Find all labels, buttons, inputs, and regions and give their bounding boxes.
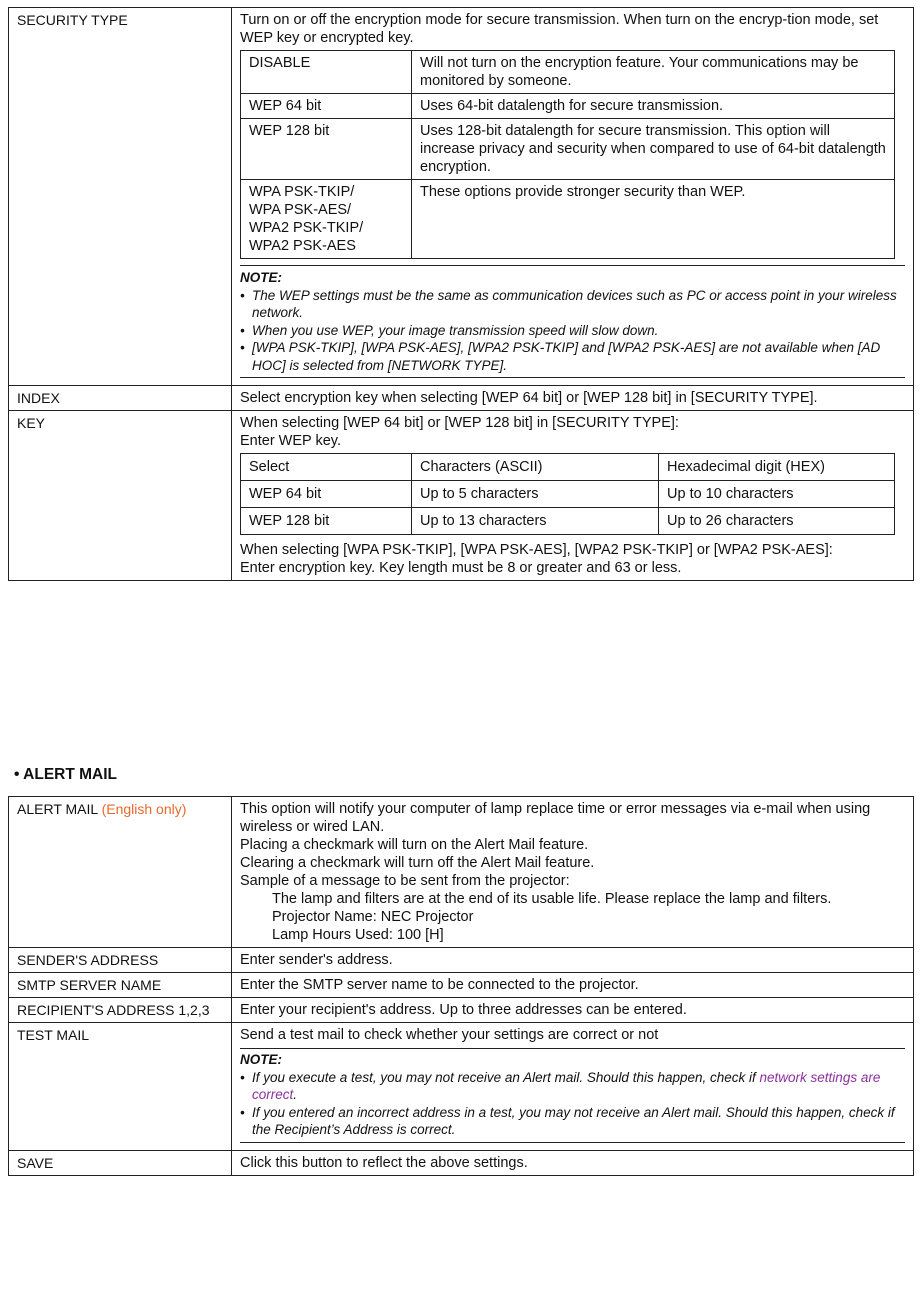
wireless-settings-table — [8, 7, 914, 581]
note-item: • When you use WEP, your image transmission speed will slow down. — [240, 322, 905, 340]
row-label: SENDER'S ADDRESS — [9, 948, 232, 973]
table-row — [9, 797, 914, 948]
description-line: Sample of a message to be sent from the projector: — [240, 873, 570, 889]
option-name — [241, 180, 412, 259]
column-header: Select — [241, 454, 412, 481]
note-item: • [WPA PSK-TKIP], [WPA PSK-AES], [WPA2 PSK-TKIP] and [WPA2 PSK-AES] are not available when [AD HOC] is selected from [NETWORK TYPE]. — [240, 339, 905, 374]
option-name: WEP 64 bit — [241, 94, 412, 119]
table-row — [241, 51, 895, 94]
description-line: Clearing a checkmark will turn off the Alert Mail feature. — [240, 855, 595, 871]
key-length-table — [240, 453, 895, 535]
note-item: • The WEP settings must be the same as communication devices such as PC or access point in your wireless network. — [240, 287, 905, 322]
table-row — [9, 948, 914, 973]
option-description: Uses 64-bit datalength for secure transmission. — [412, 94, 895, 119]
alert-mail-label: ALERT MAIL — [17, 801, 98, 817]
option-description: These options provide stronger security than WEP. — [412, 180, 895, 259]
table-cell: WEP 128 bit — [241, 508, 412, 535]
description-line: This option will notify your computer of lamp replace time or error messages via e-mail when using wireless or wired LAN. — [240, 801, 871, 835]
row-content — [232, 8, 914, 386]
option-name-line: WPA PSK-TKIP/ — [249, 184, 355, 200]
security-type-description: Turn on or off the encryption mode for secure transmission. When turn on the encryp-tion mode, set WEP key or encrypted key. — [240, 12, 879, 46]
row-content: Select encryption key when selecting [WEP 64 bit] or [WEP 128 bit] in [SECURITY TYPE]. — [232, 386, 914, 411]
row-content: Enter the SMTP server name to be connected to the projector. — [232, 973, 914, 998]
alert-mail-table — [8, 796, 914, 1176]
note-text: If you execute a test, you may not receive an Alert mail. Should this happen, check if — [252, 1069, 760, 1085]
row-content: Enter sender's address. — [232, 948, 914, 973]
row-label: KEY — [9, 411, 232, 581]
note-title: NOTE: — [240, 1052, 282, 1067]
option-name-line: WPA2 PSK-TKIP/ — [249, 220, 364, 236]
table-row — [241, 180, 895, 259]
table-cell: Up to 26 characters — [659, 508, 895, 535]
table-row — [9, 8, 914, 386]
row-label: SAVE — [9, 1150, 232, 1175]
key-intro-line: When selecting [WEP 64 bit] or [WEP 128 bit] in [SECURITY TYPE]: — [240, 415, 679, 431]
table-row — [9, 386, 914, 411]
row-label — [9, 797, 232, 948]
row-label: INDEX — [9, 386, 232, 411]
section-heading-alert-mail: • ALERT MAIL — [14, 766, 118, 783]
table-row — [241, 94, 895, 119]
note-text: . — [293, 1087, 298, 1102]
table-row — [9, 1023, 914, 1151]
row-label: SMTP SERVER NAME — [9, 973, 232, 998]
key-outro-line: When selecting [WPA PSK-TKIP], [WPA PSK-AES], [WPA2 PSK-TKIP] or [WPA2 PSK-AES]: — [240, 542, 833, 558]
key-outro-line: Enter encryption key. Key length must be 8 or greater and 63 or less. — [240, 560, 682, 576]
note-item: • If you entered an incorrect address in a test, you may not receive an Alert mail. Should this happen, check if the Recipient’s Address is correct. — [240, 1104, 905, 1139]
option-name: DISABLE — [241, 51, 412, 94]
option-description: Will not turn on the encryption feature. Your communications may be monitored by someone. — [412, 51, 895, 94]
security-options-table — [240, 50, 895, 259]
english-only-note: (English only) — [101, 801, 187, 817]
test-mail-description: Send a test mail to check whether your settings are correct or not — [240, 1027, 659, 1043]
column-header: Hexadecimal digit (HEX) — [659, 454, 895, 481]
sample-message-line: Lamp Hours Used: 100 [H] — [272, 927, 444, 943]
option-name-line: WPA PSK-AES/ — [249, 202, 352, 218]
row-content — [232, 797, 914, 948]
note-list — [240, 1069, 905, 1139]
note-box — [240, 265, 905, 378]
table-row — [241, 508, 895, 535]
table-row — [241, 119, 895, 180]
sample-message-line: The lamp and filters are at the end of its usable life. Please replace the lamp and filters. — [272, 891, 832, 907]
table-cell: Up to 13 characters — [412, 508, 659, 535]
option-name-line: WPA2 PSK-AES — [249, 238, 356, 254]
row-content — [232, 411, 914, 581]
table-row — [9, 973, 914, 998]
row-label: RECIPIENT'S ADDRESS 1,2,3 — [9, 998, 232, 1023]
row-label: TEST MAIL — [9, 1023, 232, 1151]
option-description: Uses 128-bit datalength for secure transmission. This option will increase privacy and security when compared to use of 64-bit datalength encryption. — [412, 119, 895, 180]
row-content: Enter your recipient's address. Up to three addresses can be entered. — [232, 998, 914, 1023]
row-content: Click this button to reflect the above settings. — [232, 1150, 914, 1175]
note-item — [240, 1069, 905, 1104]
note-box — [240, 1048, 905, 1143]
key-intro-line: Enter WEP key. — [240, 433, 341, 449]
table-row — [9, 411, 914, 581]
table-cell: WEP 64 bit — [241, 481, 412, 508]
description-line: Placing a checkmark will turn on the Alert Mail feature. — [240, 837, 589, 853]
row-label: SECURITY TYPE — [9, 8, 232, 386]
sample-message-line: Projector Name: NEC Projector — [272, 909, 474, 925]
table-row — [9, 1150, 914, 1175]
note-title: NOTE: — [240, 270, 282, 285]
table-header-row — [241, 454, 895, 481]
row-content — [232, 1023, 914, 1151]
table-cell: Up to 5 characters — [412, 481, 659, 508]
note-list — [240, 287, 905, 375]
network-settings-link[interactable]: network settings are correct — [252, 1069, 881, 1102]
option-name: WEP 128 bit — [241, 119, 412, 180]
column-header: Characters (ASCII) — [412, 454, 659, 481]
table-cell: Up to 10 characters — [659, 481, 895, 508]
table-row — [9, 998, 914, 1023]
table-row — [241, 481, 895, 508]
